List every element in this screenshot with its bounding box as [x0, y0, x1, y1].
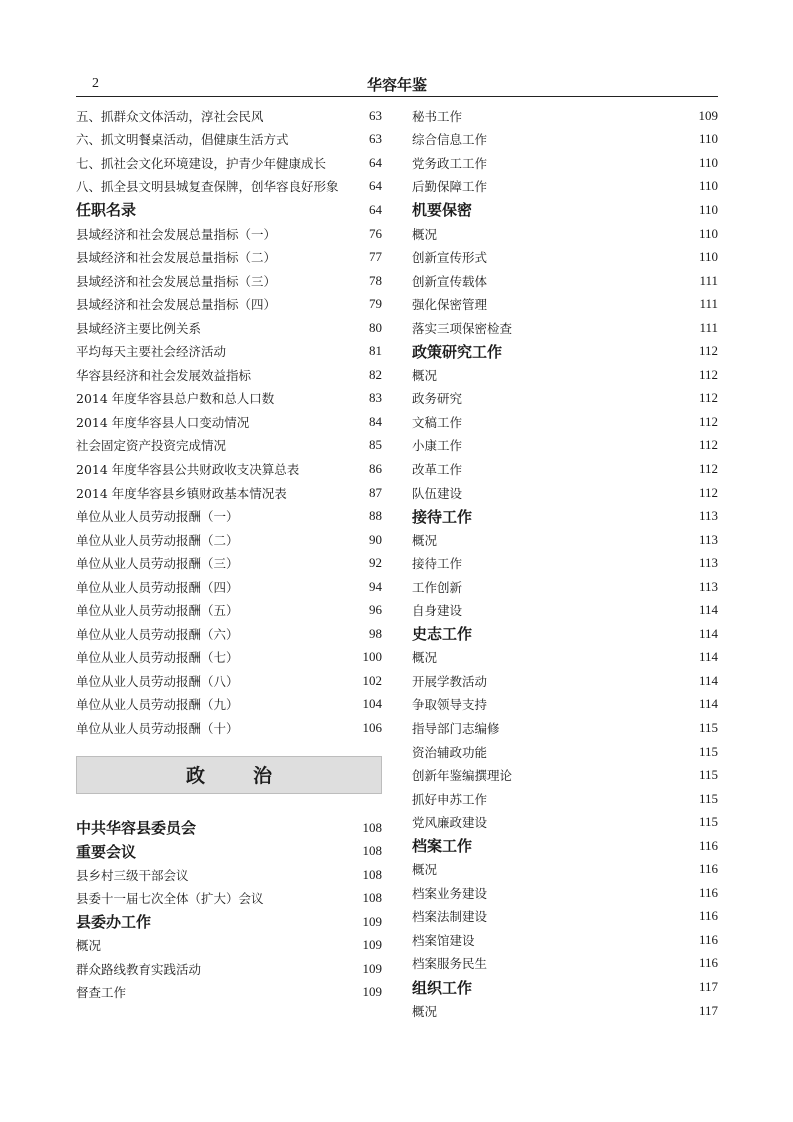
toc-entry-page: 113 [698, 508, 718, 524]
toc-entry-page: 117 [698, 979, 718, 994]
toc-entry-page: 88 [369, 508, 382, 524]
toc-entry-page: 63 [369, 131, 382, 147]
toc-entry[interactable] [412, 245, 718, 269]
toc-entry-page: 114 [698, 625, 718, 641]
toc-entry-page: 116 [698, 837, 718, 853]
toc-entry-page: 87 [369, 484, 382, 500]
toc-entry-page: 110 [698, 249, 718, 265]
toc-entry[interactable] [76, 598, 382, 622]
toc-list-right [412, 104, 718, 1022]
toc-entry-page: 64 [369, 178, 382, 194]
toc-entry-title: 单位从业人员劳动报酬（四） [76, 579, 239, 595]
toc-entry-page: 112 [698, 460, 718, 476]
toc-entry-page: 106 [362, 719, 382, 735]
toc-entry-title: 督查工作 [76, 985, 127, 1001]
toc-entry-title: 指导部门志编修 [412, 720, 500, 736]
toc-list-left-bottom [76, 816, 382, 1004]
toc-entry-title: 党风廉政建设 [412, 815, 488, 831]
toc-entry[interactable] [76, 222, 382, 246]
page-header [76, 74, 718, 97]
toc-entry-page: 114 [698, 602, 718, 618]
toc-entry-page: 76 [369, 225, 382, 241]
toc-entry-page: 115 [698, 790, 718, 806]
toc-entry[interactable] [76, 175, 382, 199]
toc-entry-page: 109 [362, 960, 382, 976]
toc-entry-page: 112 [698, 484, 718, 500]
toc-entry-title: 资治辅政功能 [412, 744, 488, 760]
toc-heading[interactable] [76, 198, 382, 222]
toc-entry-page: 63 [369, 107, 382, 123]
toc-entry-page: 94 [369, 578, 382, 594]
toc-entry[interactable] [412, 481, 718, 505]
toc-entry-page: 114 [698, 696, 718, 712]
toc-entry-page: 115 [698, 767, 718, 783]
toc-entry[interactable] [412, 810, 718, 834]
toc-entry[interactable] [76, 387, 382, 411]
toc-entry-title: 群众路线教育实践活动 [76, 961, 202, 977]
toc-entry-title: 县乡村三级干部会议 [76, 867, 189, 883]
toc-heading[interactable] [412, 622, 718, 646]
toc-entry[interactable] [76, 934, 382, 958]
toc-entry-title: 五、抓群众文体活动，淳社会民风 [76, 108, 264, 124]
toc-entry[interactable] [412, 669, 718, 693]
toc-entry-title: 小康工作 [412, 438, 463, 454]
toc-entry[interactable] [412, 999, 718, 1023]
toc-entry-page: 113 [698, 578, 718, 594]
toc-entry-title: 单位从业人员劳动报酬（八） [76, 673, 239, 689]
toc-entry[interactable] [76, 245, 382, 269]
toc-heading[interactable] [76, 816, 382, 840]
toc-entry-title: 创新年鉴编撰理论 [412, 768, 513, 784]
toc-entry-page: 108 [362, 866, 382, 882]
toc-right-column [412, 104, 718, 1022]
toc-entry[interactable] [412, 693, 718, 717]
toc-entry-page: 111 [699, 319, 718, 335]
page-title: 华容年鉴 [366, 76, 427, 94]
toc-entry-page: 86 [369, 460, 382, 476]
toc-entry[interactable] [412, 858, 718, 882]
toc-entry-page: 115 [698, 743, 718, 759]
toc-entry[interactable] [412, 881, 718, 905]
toc-entry-title: 单位从业人员劳动报酬（十） [76, 720, 239, 736]
toc-entry-page: 90 [369, 531, 382, 547]
toc-entry-page: 110 [698, 154, 718, 170]
toc-entry[interactable] [412, 787, 718, 811]
toc-entry[interactable] [76, 316, 382, 340]
toc-entry-title: 概况 [412, 862, 438, 878]
toc-entry-title: 改革工作 [412, 461, 463, 477]
toc-entry[interactable] [76, 339, 382, 363]
toc-entry-page: 115 [698, 719, 718, 735]
page-number: 2 [92, 76, 99, 91]
toc-entry-title: 2014 年度华容县公共财政收支决算总表 [76, 461, 300, 477]
toc-entry-page: 111 [699, 272, 718, 288]
toc-entry[interactable] [76, 551, 382, 575]
toc-entry-title: 政策研究工作 [412, 342, 503, 361]
toc-entry-title: 档案馆建设 [412, 932, 475, 948]
toc-entry[interactable] [76, 981, 382, 1005]
toc-entry[interactable] [412, 457, 718, 481]
toc-entry[interactable] [76, 622, 382, 646]
toc-entry-page: 84 [369, 413, 382, 429]
toc-entry[interactable] [76, 410, 382, 434]
toc-entry-page: 83 [369, 390, 382, 406]
toc-entry-page: 81 [369, 343, 382, 359]
toc-entry-title: 县委十一届七次全体（扩大）会议 [76, 891, 264, 907]
toc-entry-page: 113 [698, 555, 718, 571]
toc-entry-title: 强化保密管理 [412, 297, 488, 313]
toc-entry-title: 概况 [412, 650, 438, 666]
toc-entry[interactable] [76, 716, 382, 740]
toc-entry-page: 110 [698, 178, 718, 194]
toc-entry-title: 单位从业人员劳动报酬（七） [76, 650, 239, 666]
toc-entry[interactable] [76, 269, 382, 293]
toc-entry-title: 2014 年度华容县乡镇财政基本情况表 [76, 485, 287, 501]
toc-entry-title: 接待工作 [412, 556, 463, 572]
toc-entry[interactable] [412, 151, 718, 175]
toc-entry[interactable] [76, 886, 382, 910]
toc-left-column [76, 104, 382, 1004]
toc-entry-page: 108 [362, 843, 382, 859]
toc-entry-title: 七、抓社会文化环境建设，护青少年健康成长 [76, 155, 327, 171]
toc-entry-title: 档案法制建设 [412, 909, 488, 925]
toc-entry-page: 116 [698, 861, 718, 877]
toc-entry-page: 109 [362, 937, 382, 953]
toc-entry-title: 县域经济和社会发展总量指标（四） [76, 297, 277, 313]
toc-entry[interactable] [412, 528, 718, 552]
toc-entry-page: 110 [698, 201, 718, 217]
toc-entry[interactable] [412, 363, 718, 387]
toc-entry-title: 县域经济和社会发展总量指标（二） [76, 250, 277, 266]
toc-entry[interactable] [412, 222, 718, 246]
toc-entry-page: 108 [362, 819, 382, 835]
toc-entry[interactable] [412, 575, 718, 599]
toc-entry-title: 文稿工作 [412, 414, 463, 430]
toc-entry-page: 112 [698, 390, 718, 406]
toc-entry-title: 概况 [412, 1003, 438, 1019]
toc-entry-title: 单位从业人员劳动报酬（六） [76, 626, 239, 642]
toc-entry[interactable] [76, 434, 382, 458]
toc-entry[interactable] [412, 316, 718, 340]
toc-entry-page: 117 [698, 1002, 718, 1018]
toc-entry-page: 64 [369, 154, 382, 170]
toc-entry[interactable] [412, 646, 718, 670]
toc-entry-page: 92 [369, 555, 382, 571]
toc-entry-page: 85 [369, 437, 382, 453]
toc-entry[interactable] [76, 151, 382, 175]
section-band [76, 756, 382, 794]
toc-entry-title: 秘书工作 [412, 108, 463, 124]
toc-entry-title: 档案工作 [412, 837, 473, 856]
toc-entry[interactable] [412, 740, 718, 764]
toc-entry[interactable] [76, 104, 382, 128]
toc-entry-title: 县域经济和社会发展总量指标（一） [76, 226, 277, 242]
toc-entry-title: 创新宣传形式 [412, 250, 488, 266]
toc-entry-title: 史志工作 [412, 625, 473, 644]
toc-heading[interactable] [412, 975, 718, 999]
toc-entry-page: 116 [698, 931, 718, 947]
toc-entry-page: 112 [698, 366, 718, 382]
toc-entry-page: 82 [369, 366, 382, 382]
toc-entry-title: 概况 [76, 938, 102, 954]
toc-entry-title: 单位从业人员劳动报酬（三） [76, 556, 239, 572]
toc-entry[interactable] [76, 504, 382, 528]
toc-entry-page: 110 [698, 225, 718, 241]
toc-heading[interactable] [76, 910, 382, 934]
toc-entry[interactable] [412, 175, 718, 199]
toc-entry[interactable] [76, 669, 382, 693]
toc-entry-title: 开展学教活动 [412, 673, 488, 689]
toc-heading[interactable] [412, 339, 718, 363]
toc-entry[interactable] [76, 957, 382, 981]
toc-entry-title: 创新宣传载体 [412, 273, 488, 289]
toc-entry-page: 100 [362, 649, 382, 665]
toc-entry-title: 政务研究 [412, 391, 463, 407]
toc-entry[interactable] [412, 716, 718, 740]
toc-entry-page: 116 [698, 884, 718, 900]
toc-entry-title: 2014 年度华容县总户数和总人口数 [76, 391, 275, 407]
toc-entry-title: 概况 [412, 367, 438, 383]
section-title: 政治 [185, 765, 320, 788]
toc-entry-title: 中共华容县委员会 [76, 819, 197, 838]
toc-list-left-top [76, 104, 382, 740]
toc-entry[interactable] [76, 292, 382, 316]
toc-entry-title: 平均每天主要社会经济活动 [76, 344, 227, 360]
toc-entry-page: 102 [362, 672, 382, 688]
toc-entry[interactable] [76, 693, 382, 717]
toc-entry-title: 落实三项保密检查 [412, 320, 513, 336]
toc-entry-title: 概况 [412, 532, 438, 548]
toc-entry-page: 116 [698, 955, 718, 971]
toc-entry[interactable] [76, 575, 382, 599]
toc-entry[interactable] [412, 434, 718, 458]
toc-entry-page: 112 [698, 343, 718, 359]
toc-entry-title: 工作创新 [412, 579, 463, 595]
toc-entry[interactable] [412, 952, 718, 976]
toc-entry-title: 2014 年度华容县人口变动情况 [76, 414, 250, 430]
toc-entry-page: 114 [698, 649, 718, 665]
toc-heading[interactable] [412, 198, 718, 222]
toc-entry[interactable] [412, 387, 718, 411]
toc-entry-title: 单位从业人员劳动报酬（五） [76, 603, 239, 619]
toc-entry[interactable] [412, 551, 718, 575]
toc-entry-title: 后勤保障工作 [412, 179, 488, 195]
toc-entry[interactable] [76, 528, 382, 552]
toc-entry[interactable] [412, 269, 718, 293]
toc-entry-page: 115 [698, 814, 718, 830]
toc-entry-page: 79 [369, 296, 382, 312]
toc-heading[interactable] [76, 839, 382, 863]
toc-entry-title: 县域经济主要比例关系 [76, 320, 202, 336]
toc-entry-title: 华容县经济和社会发展效益指标 [76, 367, 252, 383]
toc-entry-page: 109 [362, 913, 382, 929]
toc-entry-title: 县域经济和社会发展总量指标（三） [76, 273, 277, 289]
toc-entry[interactable] [412, 598, 718, 622]
toc-entry-title: 单位从业人员劳动报酬（一） [76, 509, 239, 525]
toc-entry-title: 社会固定资产投资完成情况 [76, 438, 227, 454]
toc-entry[interactable] [76, 457, 382, 481]
toc-entry-page: 116 [698, 908, 718, 924]
toc-entry-title: 县委办工作 [76, 913, 152, 932]
toc-entry-page: 98 [369, 625, 382, 641]
toc-entry-page: 104 [362, 696, 382, 712]
toc-entry-title: 综合信息工作 [412, 132, 488, 148]
toc-entry-page: 112 [698, 413, 718, 429]
toc-entry-page: 109 [698, 107, 718, 123]
toc-entry[interactable] [412, 763, 718, 787]
toc-entry-page: 113 [698, 531, 718, 547]
toc-entry[interactable] [76, 128, 382, 152]
toc-entry-page: 108 [362, 890, 382, 906]
toc-entry-page: 80 [369, 319, 382, 335]
toc-entry-page: 64 [369, 201, 382, 217]
toc-entry[interactable] [412, 292, 718, 316]
toc-entry-page: 110 [698, 131, 718, 147]
toc-entry-title: 机要保密 [412, 201, 473, 220]
toc-entry-title: 组织工作 [412, 978, 473, 997]
toc-entry[interactable] [76, 646, 382, 670]
toc-entry[interactable] [76, 863, 382, 887]
toc-heading[interactable] [412, 834, 718, 858]
toc-entry-title: 队伍建设 [412, 485, 463, 501]
toc-entry-page: 114 [698, 672, 718, 688]
toc-entry-title: 概况 [412, 226, 438, 242]
toc-entry[interactable] [412, 104, 718, 128]
toc-entry-title: 八、抓全县文明县城复查保牌，创华容良好形象 [76, 179, 339, 195]
toc-entry[interactable] [412, 928, 718, 952]
toc-entry-page: 96 [369, 602, 382, 618]
toc-entry[interactable] [412, 128, 718, 152]
toc-entry-title: 争取领导支持 [412, 697, 488, 713]
toc-heading[interactable] [412, 504, 718, 528]
toc-entry[interactable] [76, 481, 382, 505]
toc-entry-page: 78 [369, 272, 382, 288]
toc-entry-title: 档案服务民生 [412, 956, 488, 972]
toc-entry[interactable] [412, 905, 718, 929]
toc-entry-page: 111 [699, 296, 718, 312]
toc-entry-page: 112 [698, 437, 718, 453]
toc-entry-page: 77 [369, 249, 382, 265]
toc-entry-title: 任职名录 [76, 201, 137, 220]
toc-entry-title: 单位从业人员劳动报酬（九） [76, 697, 239, 713]
toc-entry-title: 接待工作 [412, 507, 473, 526]
toc-entry-title: 六、抓文明餐桌活动，倡健康生活方式 [76, 132, 289, 148]
toc-entry-title: 重要会议 [76, 842, 137, 861]
toc-entry-title: 抓好申苏工作 [412, 791, 488, 807]
toc-entry[interactable] [412, 410, 718, 434]
toc-entry-title: 档案业务建设 [412, 885, 488, 901]
toc-entry-title: 自身建设 [412, 603, 463, 619]
toc-entry-page: 109 [362, 984, 382, 1000]
toc-entry-title: 党务政工工作 [412, 155, 488, 171]
toc-entry[interactable] [76, 363, 382, 387]
toc-entry-title: 单位从业人员劳动报酬（二） [76, 532, 239, 548]
